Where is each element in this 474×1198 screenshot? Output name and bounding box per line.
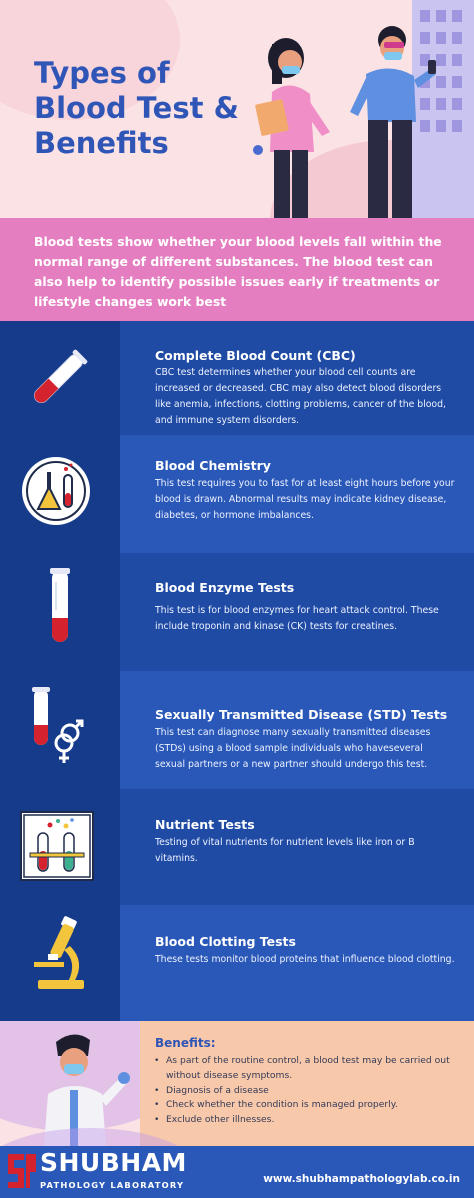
test-description-blood-clotting: These tests monitor blood proteins that influence blood clotting. [155,954,455,965]
header [0,0,474,220]
test-description-nutrient: Testing of vital nutrients for nutrient levels like iron or B vitamins. [155,837,415,864]
benefits-title: Benefits: [155,1036,216,1050]
benefit-item: • Diagnosis of a disease [152,1084,452,1099]
page-title [34,56,274,161]
benefit-item: • Check whether the condition is managed properly. [152,1098,452,1113]
benefits-list [152,1054,452,1128]
tube-rack-icon [20,811,94,881]
benefit-item: • As part of the routine control, a blood test may be carried out without disease symptoms. [152,1054,452,1084]
gender-tube-icon [26,685,86,767]
test-title-blood-chemistry: Blood Chemistry [155,458,271,473]
title-line: Blood Test & [34,91,239,125]
test-title-blood-clotting: Blood Clotting Tests [155,934,296,949]
test-title-blood-enzyme: Blood Enzyme Tests [155,580,295,595]
people-illustration [250,22,450,220]
benefit-item: • Exclude other illnesses. [152,1113,452,1128]
title-line: Types of [34,56,170,90]
blood-vial-icon [40,566,80,646]
title-line: Benefits [34,126,169,160]
website-link[interactable]: www.shubhampathologylab.co.in [263,1173,460,1185]
test-description-std: This test can diagnose many sexually transmitted diseases (STDs) using a blood sample individuals who haveseveral sexual partners or a new partner should undergo this test. [155,727,431,770]
test-title-nutrient: Nutrient Tests [155,817,255,832]
microscope-icon [30,916,90,992]
test-description-blood-enzyme: This test is for blood enzymes for heart attack control. These include troponin and kinase (CK) tests for creatines. [155,605,439,632]
brand-name: SHUBHAM [40,1148,187,1177]
lab-flask-icon [20,455,92,527]
test-description-cbc: CBC test determines whether your blood cell counts are increased or decreased. CBC may also detect blood disorders like anemia, infections, clotting problems, cancer of the blood, and immune system disorders. [155,367,446,426]
test-description-blood-chemistry: This test requires you to fast for at least eight hours before your blood is drawn. Abnormal results may indicate kidney disease, diabetes, or hormone imbalances. [155,478,455,521]
brand-subtitle: PATHOLOGY LABORATORY [40,1180,185,1190]
test-title-std: Sexually Transmitted Disease (STD) Tests [155,707,448,722]
test-tube-icon [22,345,92,415]
intro-text: Blood tests show whether your blood levels fall within the normal range of different substances. The blood test can also help to identify possible issues early if treatments or lifestyle changes work best [34,234,442,309]
test-title-cbc: Complete Blood Count (CBC) [155,348,356,363]
brand-logo-icon [4,1148,38,1194]
